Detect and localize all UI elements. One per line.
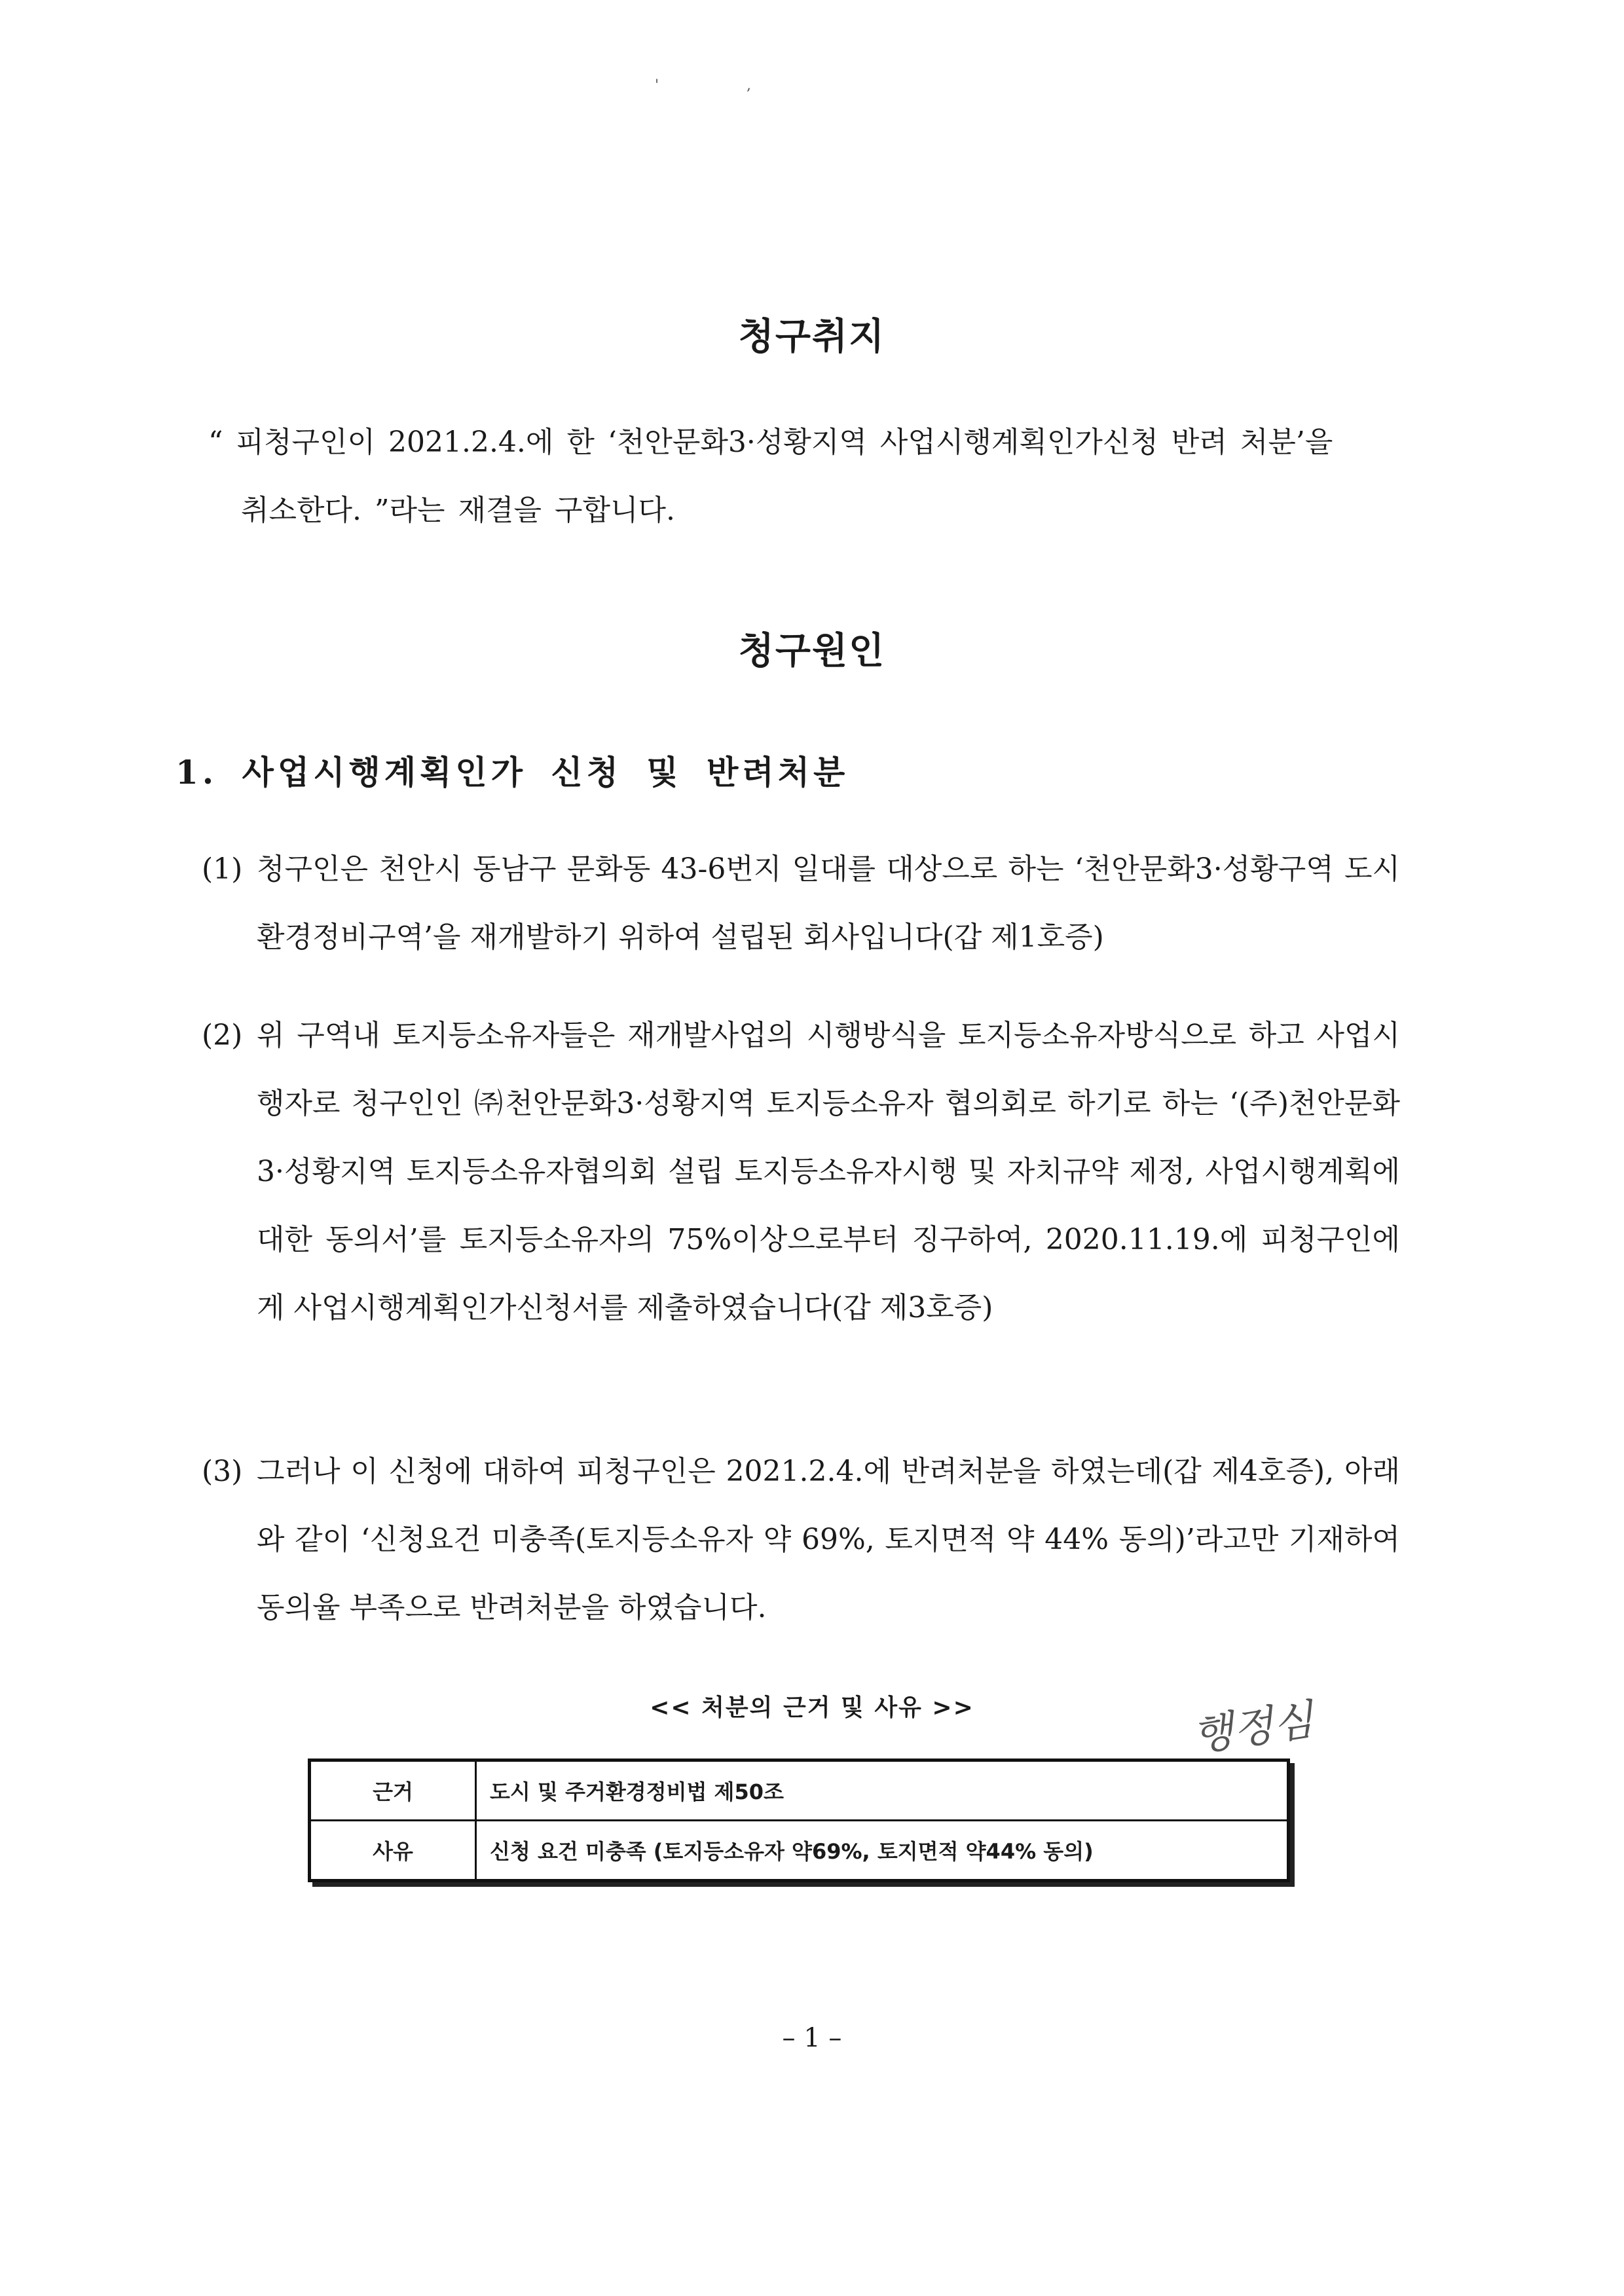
scan-speck: ' xyxy=(655,77,659,94)
handwritten-stamp: 행정심 xyxy=(1189,1696,1317,1761)
row-label: 근거 xyxy=(310,1760,476,1821)
table-row xyxy=(310,1760,1289,1821)
scan-speck: , xyxy=(747,77,751,94)
disposition-basis-table xyxy=(308,1758,1290,1882)
item-text: 위 구역내 토지등소유자들은 재개발사업의 시행방식을 토지등소유자방식으로 하고 사업시행자로 청구인인 ㈜천안문화3·성황지역 토지등소유자 협의회로 하기로 하는 ‘(주)천안문화3·성황지역 토지등소유자협의회 설립 토지등소유자시행 및 자치규약 제정, 사업시행계획에 대한 동의서’를 토지등소유자의 75%이상으로부터 징구하여, 2020.11.19.에 피청구인에게 사업시행계획인가신청서를 제출하였습니다(갑 제3호증) xyxy=(257,1019,1400,1324)
list-item xyxy=(202,835,1400,972)
list-item xyxy=(202,1002,1400,1342)
item-number: (2) xyxy=(202,1019,243,1052)
item-text: 그러나 이 신청에 대하여 피청구인은 2021.2.4.에 반려처분을 하였는데(갑 제4호증), 아래와 같이 ‘신청요건 미충족(토지등소유자 약 69%, 토지면적 약 44% 동의)’라고만 기재하여 동의율 부족으로 반려처분을 하였습니다. xyxy=(257,1455,1400,1624)
claim-purpose-line2: 취소한다. ”라는 재결을 구합니다. xyxy=(241,494,675,527)
table-row xyxy=(310,1821,1289,1881)
heading-claim-purpose: 청구취지 xyxy=(738,316,886,358)
row-label: 사유 xyxy=(310,1821,476,1881)
row-value: 도시 및 주거환경정비법 제50조 xyxy=(476,1760,1289,1821)
section-title: 1. 사업시행계획인가 신청 및 반려처분 xyxy=(175,753,849,792)
row-value: 신청 요건 미충족 (토지등소유자 약69%, 토지면적 약44% 동의) xyxy=(476,1821,1289,1881)
item-number: (1) xyxy=(202,852,243,886)
table-title: << 처분의 근거 및 사유 >> xyxy=(650,1694,974,1721)
claim-purpose-line1: “ 피청구인이 2021.2.4.에 한 ‘천안문화3·성황지역 사업시행계획인가신청 반려 처분’을 xyxy=(208,426,1333,459)
item-text: 청구인은 천안시 동남구 문화동 43-6번지 일대를 대상으로 하는 ‘천안문화3·성황구역 도시환경정비구역’을 재개발하기 위하여 설립된 회사입니다(갑 제1호증) xyxy=(257,852,1400,954)
page-number: – 1 – xyxy=(782,2023,842,2053)
item-number: (3) xyxy=(202,1455,243,1488)
heading-claim-cause: 청구원인 xyxy=(738,630,886,672)
list-item xyxy=(202,1438,1400,1642)
